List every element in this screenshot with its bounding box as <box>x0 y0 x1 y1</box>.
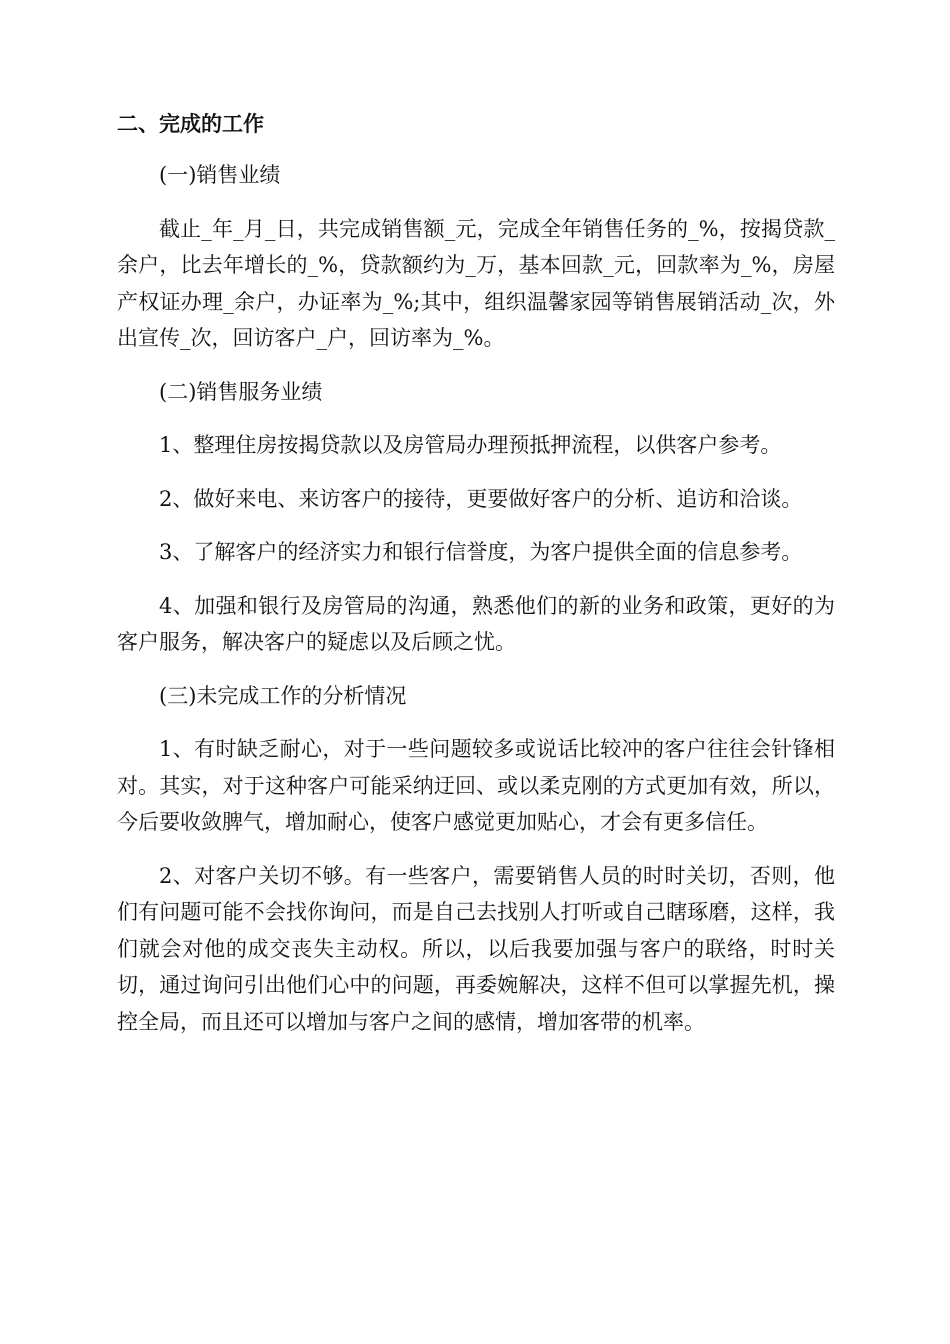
paragraph-service-item-2: 2、做好来电、来访客户的接待，更要做好客户的分析、追访和洽谈。 <box>159 486 803 511</box>
document-page <box>117 106 835 1057</box>
paragraph-service-item-1: 1、整理住房按揭贷款以及房管局办理预抵押流程，以供客户参考。 <box>159 433 782 457</box>
subheading-service-performance: (二)销售服务业绩 <box>159 379 323 404</box>
paragraph-analysis-item-2: 2、对客户关切不够。有一些客户，需要销售人员的时时关切，否则，他们有问题可能不会找你询问，而是自己去找别人打听或自己瞎琢磨，这样，我们就会对他的成交丧失主动权。所以，以后我要加强与客户的联络，时时关切，通过询问引出他们心中的问题，再委婉解决，这样不但可以掌握先机，操控全局，而且还可以增加与客户之间的感情，增加客带的机率。 <box>117 863 835 1034</box>
subheading-unfinished-analysis: (三)未完成工作的分析情况 <box>159 683 407 708</box>
section-title: 二、完成的工作 <box>117 112 264 136</box>
paragraph-analysis-item-1: 1、有时缺乏耐心，对于一些问题较多或说话比较冲的客户往往会针锋相对。其实，对于这种客户可能采纳迂回、或以柔克刚的方式更加有效，所以，今后要收敛脾气，增加耐心，使客户感觉更加贴心，才会有更多信任。 <box>117 737 835 834</box>
paragraph-service-item-3: 3、了解客户的经济实力和银行信誉度，为客户提供全面的信息参考。 <box>159 540 803 564</box>
subheading-sales-performance: (一)销售业绩 <box>159 163 281 187</box>
paragraph-service-item-4: 4、加强和银行及房管局的沟通，熟悉他们的新的业务和政策，更好的为客户服务，解决客户的疑虑以及后顾之忧。 <box>117 593 835 654</box>
paragraph-sales-summary: 截止_年_月_日，共完成销售额_元，完成全年销售任务的_%，按揭贷款_余户，比去年增长的_%，贷款额约为_万，基本回款_元，回款率为_%，房屋产权证办理_余户，办证率为_%;其中，组织温馨家园等销售展销活动_次，外出宣传_次，回访客户_户，回访率为_%。 <box>117 216 835 350</box>
